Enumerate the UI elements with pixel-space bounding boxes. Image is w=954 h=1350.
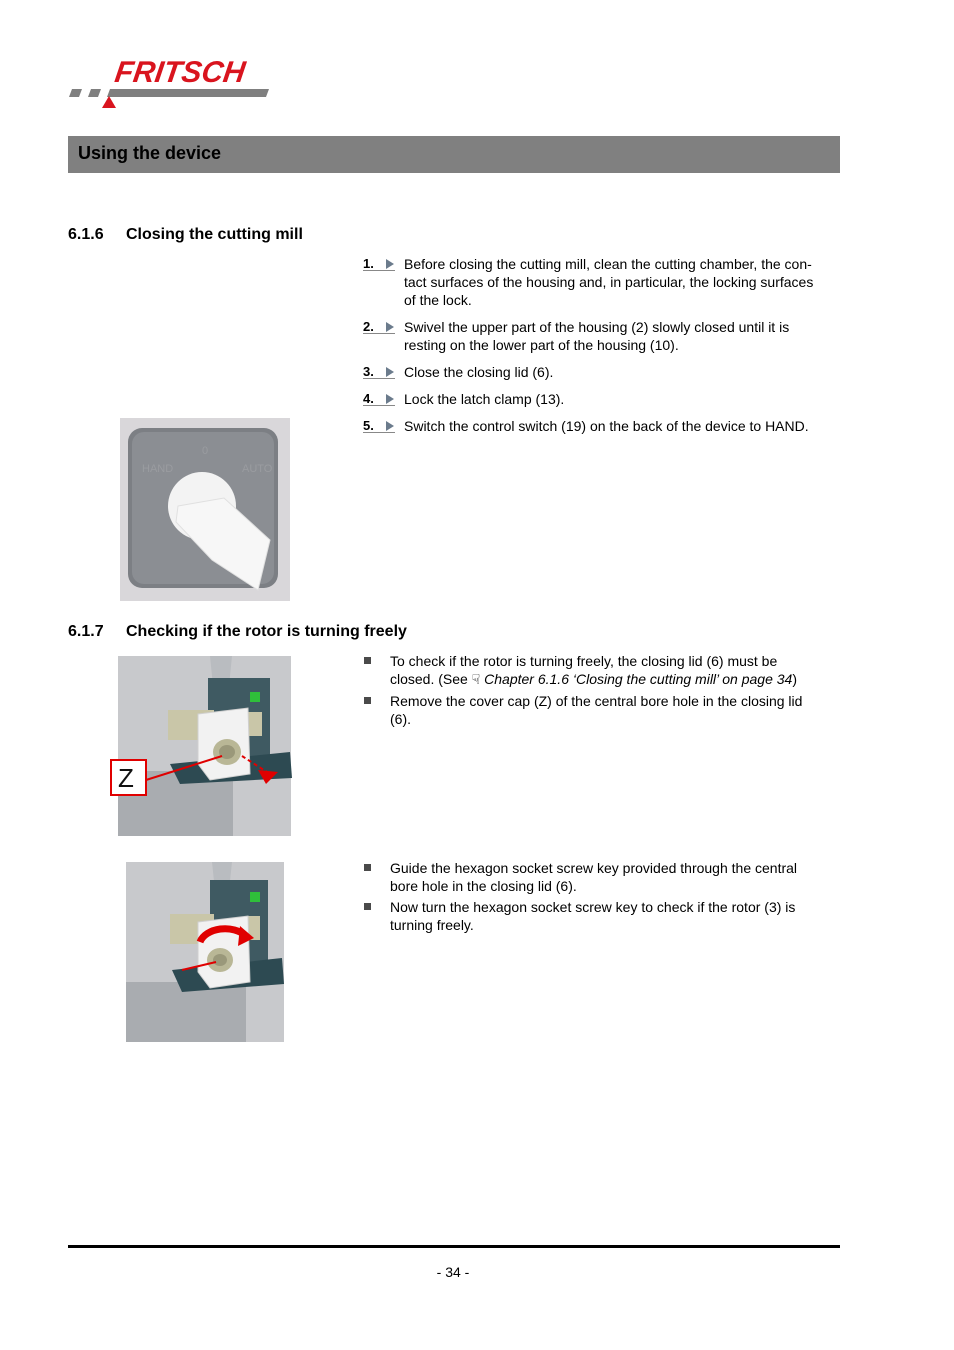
switch-label-hand: HAND	[142, 463, 174, 475]
step-number: 1.	[363, 256, 374, 271]
bullet-text: To check if the rotor is turning freely, the closing lid (6) must be closed. (See	[390, 653, 778, 687]
heading-number: 6.1.6	[68, 226, 104, 243]
heading-title: Checking if the rotor is turning freely	[126, 623, 407, 640]
bullet-item	[363, 859, 833, 895]
bullet-square-icon	[364, 864, 371, 871]
bullet-text: Remove the cover cap (Z) of the central bore hole in the closing lid (6).	[390, 693, 803, 727]
bullet-text: Now turn the hexagon socket screw key to check if the rotor (3) is turning freely.	[390, 899, 796, 933]
step-number: 3.	[363, 364, 374, 379]
step-arrow-icon	[386, 367, 394, 377]
step-number: 5.	[363, 418, 374, 433]
bullet-square-icon	[364, 697, 371, 704]
switch-label-auto: AUTO	[242, 463, 273, 475]
hex-key-rotation-illustration	[126, 862, 284, 1042]
fritsch-logo	[66, 52, 286, 112]
callout-z-label: Z	[118, 763, 134, 793]
step-arrow-icon	[386, 259, 394, 269]
page-number: - 34 -	[436, 1264, 470, 1280]
logo-text: FRITSCH	[112, 56, 248, 89]
switch-label-zero: 0	[202, 445, 209, 457]
section-header-bar	[68, 136, 840, 173]
step-2	[363, 318, 843, 354]
bullet-square-icon	[364, 657, 371, 664]
heading-title: Closing the cutting mill	[126, 226, 303, 243]
step-arrow-icon	[386, 421, 394, 431]
cover-cap-removal-illustration	[110, 656, 292, 836]
bullet-square-icon	[364, 903, 371, 910]
step-4	[363, 390, 843, 408]
section-title: Using the device	[78, 143, 222, 163]
step-text: Before closing the cutting mill, clean the cutting chamber, the con- tact surfaces of the housing and, in particular, the locking surfaces of the lock.	[404, 256, 814, 308]
chapter-cross-reference-link[interactable]: Chapter 6.1.6 ‘Closing the cutting mill’ on page 34	[484, 671, 793, 687]
bullet-item	[363, 898, 833, 934]
bullet-item: To check if the rotor is turning freely, the closing lid (6) must be closed. (See ☟ Chapter 6.1.6 ‘Closing the cutting mill’ on page 34)	[363, 652, 833, 688]
step-arrow-icon	[386, 394, 394, 404]
step-1	[363, 255, 843, 309]
step-arrow-icon	[386, 322, 394, 332]
step-5	[363, 417, 843, 435]
step-number: 4.	[363, 391, 374, 406]
bullet-item	[363, 692, 833, 728]
bullet-text: Guide the hexagon socket screw key provided through the central bore hole in the closing lid (6).	[390, 860, 798, 894]
step-text: Switch the control switch (19) on the back of the device to HAND.	[404, 418, 809, 434]
heading-number: 6.1.7	[68, 623, 104, 640]
heading-6-1-7	[68, 623, 407, 641]
step-number: 2.	[363, 319, 374, 334]
step-text: Swivel the upper part of the housing (2) slowly closed until it is resting on the lower part of the housing (10).	[404, 319, 790, 353]
heading-6-1-6	[68, 226, 303, 244]
footer-divider	[68, 1245, 840, 1248]
step-3	[363, 363, 843, 381]
step-text: Close the closing lid (6).	[404, 364, 554, 380]
control-switch-illustration	[120, 418, 290, 601]
hand-pointer-icon: ☟	[471, 671, 485, 687]
step-text: Lock the latch clamp (13).	[404, 391, 565, 407]
